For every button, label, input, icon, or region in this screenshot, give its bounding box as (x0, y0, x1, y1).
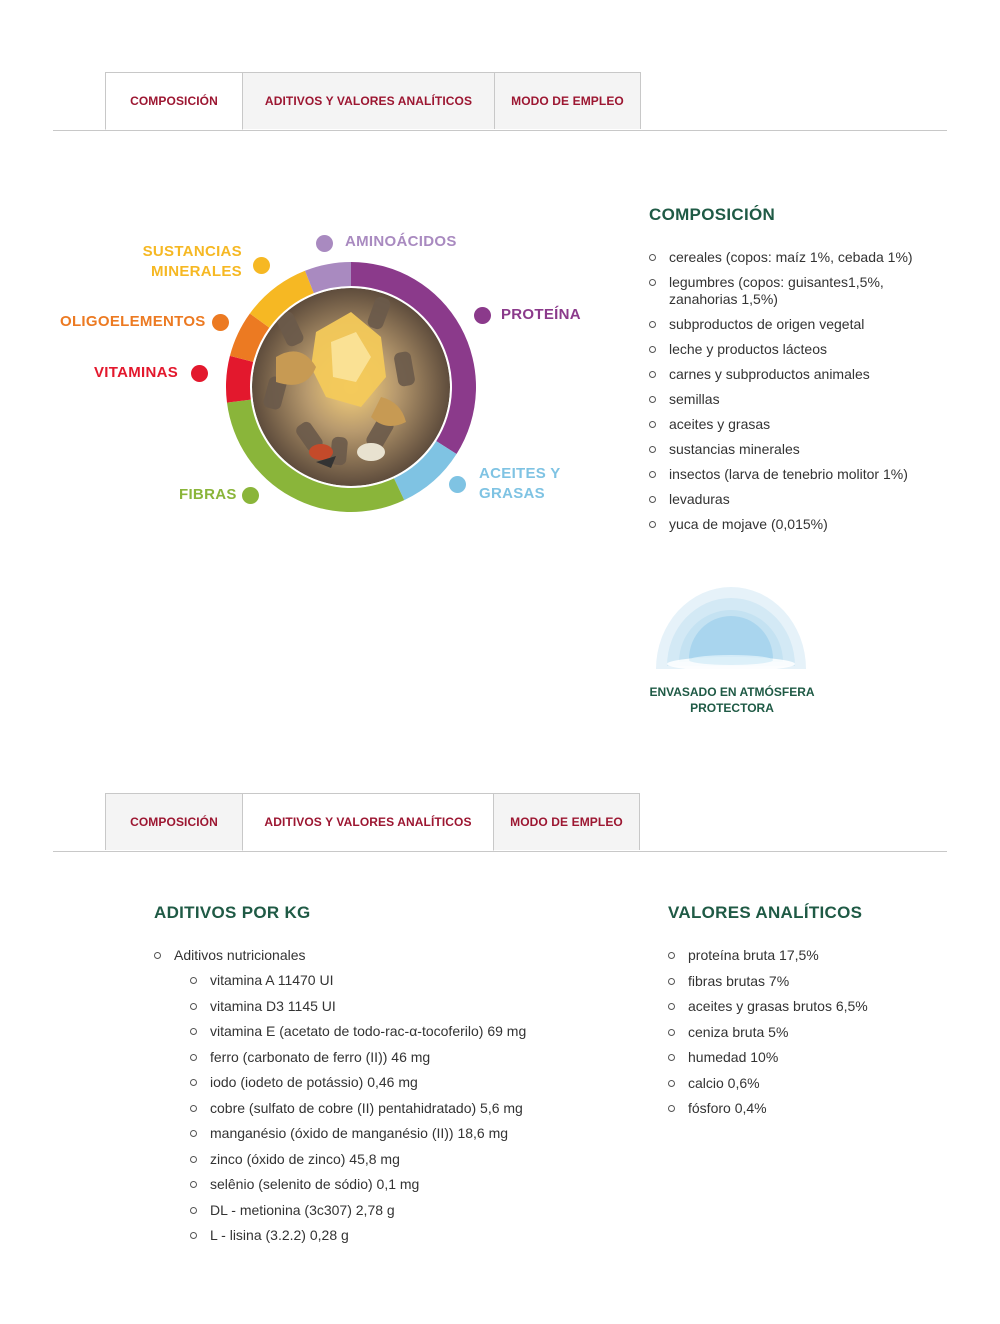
list-item: manganésio (óxido de manganésio (II)) 18,6 mg (190, 1125, 610, 1142)
badge-line1: ENVASADO EN ATMÓSFERA (649, 685, 815, 699)
list-item: sustancias minerales (649, 441, 949, 458)
label-aminoacidos: AMINOÁCIDOS (345, 233, 457, 250)
label-aceites-line2: GRASAS (479, 485, 545, 502)
label-proteina: PROTEÍNA (501, 306, 581, 323)
list-item-line2: zanahorias 1,5%) (669, 291, 778, 307)
list-item: vitamina E (acetato de todo-rac-α-tocoferilo) 69 mg (190, 1023, 610, 1040)
list-item-line1: legumbres (copos: guisantes1,5%, (669, 274, 884, 290)
legend-dot-proteina (474, 307, 491, 324)
list-item: fósforo 0,4% (668, 1100, 948, 1117)
list-item: cereales (copos: maíz 1%, cebada 1%) (649, 249, 949, 266)
group-label: Aditivos nutricionales (174, 947, 306, 963)
list-item: aceites y grasas brutos 6,5% (668, 998, 948, 1015)
list-item: leche y productos lácteos (649, 341, 949, 358)
tab-composicion[interactable]: COMPOSICIÓN (105, 72, 243, 130)
list-item: carnes y subproductos animales (649, 366, 949, 383)
label-oligoelementos: OLIGOELEMENTOS (60, 313, 206, 330)
badge-line2: PROTECTORA (690, 701, 774, 715)
valores-list (668, 947, 948, 1126)
aditivos-list (154, 947, 594, 973)
list-item: ceniza bruta 5% (668, 1024, 948, 1041)
list-item: humedad 10% (668, 1049, 948, 1066)
composicion-list (649, 249, 949, 541)
tab-aditivos[interactable]: ADITIVOS Y VALORES ANALÍTICOS (242, 793, 494, 851)
label-sustancias-line2: MINERALES (150, 263, 242, 280)
list-item: vitamina D3 1145 UI (190, 998, 610, 1015)
donut-segment-3 (226, 356, 253, 403)
list-item: yuca de mojave (0,015%) (649, 516, 949, 533)
list-item: aceites y grasas (649, 416, 949, 433)
label-aceites-line1: ACEITES Y (479, 465, 561, 482)
tabs-bottom (53, 793, 947, 852)
label-sustancias-minerales (130, 242, 242, 282)
label-sustancias-line1: SUSTANCIAS (142, 243, 242, 260)
list-item: iodo (iodeto de potássio) 0,46 mg (190, 1074, 610, 1091)
list-item: insectos (larva de tenebrio molitor 1%) (649, 466, 949, 483)
tabs-top (53, 72, 947, 131)
list-item: calcio 0,6% (668, 1075, 948, 1092)
legend-dot-sustancias (253, 257, 270, 274)
list-item: zinco (óxido de zinco) 45,8 mg (190, 1151, 610, 1168)
list-item: selênio (selenito de sódio) 0,1 mg (190, 1176, 610, 1193)
list-item-group (154, 947, 594, 964)
list-item: subproductos de origen vegetal (649, 316, 949, 333)
label-aceites-y-grasas (479, 464, 561, 504)
badge-label (640, 684, 824, 716)
list-item: fibras brutas 7% (668, 973, 948, 990)
list-item (649, 274, 949, 308)
tab-aditivos[interactable]: ADITIVOS Y VALORES ANALÍTICOS (242, 72, 495, 129)
list-item: proteína bruta 17,5% (668, 947, 948, 964)
legend-dot-aceites (449, 476, 466, 493)
valores-title: VALORES ANALÍTICOS (668, 903, 863, 922)
list-item: cobre (sulfato de cobre (II) pentahidratado) 5,6 mg (190, 1100, 610, 1117)
list-item: DL - metionina (3c307) 2,78 g (190, 1202, 610, 1219)
list-item: L - lisina (3.2.2) 0,28 g (190, 1227, 610, 1244)
label-fibras: FIBRAS (179, 486, 237, 503)
tab-composicion[interactable]: COMPOSICIÓN (105, 793, 243, 850)
dome-icon (651, 584, 811, 674)
aditivos-title: ADITIVOS POR KG (154, 903, 311, 922)
legend-dot-aminoacidos (316, 235, 333, 252)
label-vitaminas: VITAMINAS (94, 364, 179, 381)
tab-modo-de-empleo[interactable]: MODO DE EMPLEO (493, 793, 640, 850)
aditivos-sublist (190, 972, 610, 1253)
composition-donut-chart (221, 257, 481, 517)
list-item: vitamina A 11470 UI (190, 972, 610, 989)
legend-dot-vitaminas (191, 365, 208, 382)
legend-dot-oligoelementos (212, 314, 229, 331)
food-mix-image (252, 288, 450, 486)
list-item: ferro (carbonato de ferro (II)) 46 mg (190, 1049, 610, 1066)
composicion-title: COMPOSICIÓN (649, 205, 776, 224)
legend-dot-fibras (242, 487, 259, 504)
list-item: levaduras (649, 491, 949, 508)
tab-modo-de-empleo[interactable]: MODO DE EMPLEO (494, 72, 641, 129)
list-item: semillas (649, 391, 949, 408)
